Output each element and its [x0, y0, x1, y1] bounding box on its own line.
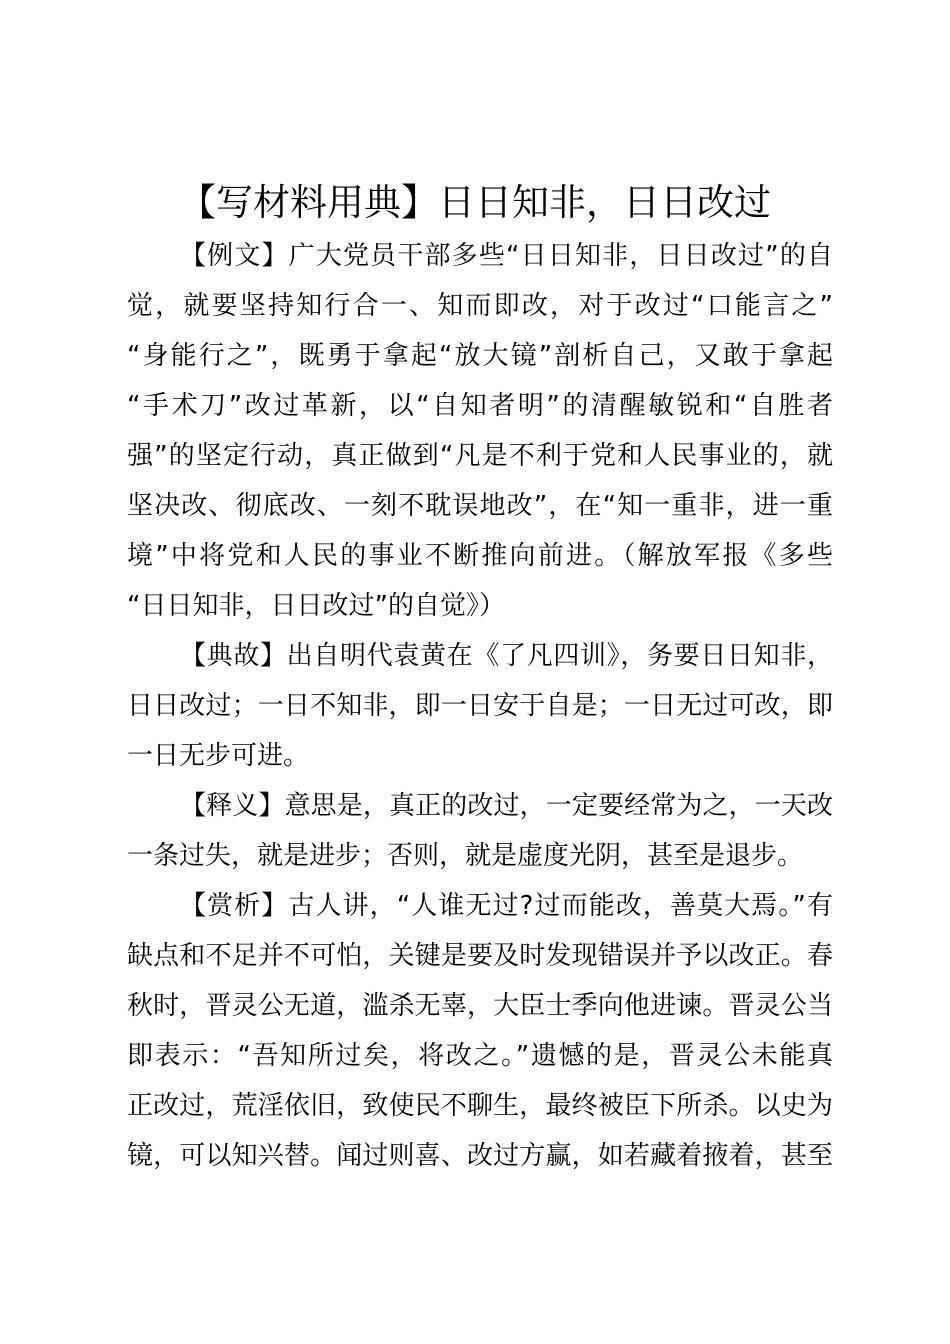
paragraph-example: [127, 231, 833, 631]
paragraph-appreciation: [127, 881, 833, 1181]
text-line: “手术刀”改过革新，以“自知者明”的清醒敏锐和“自胜者: [127, 391, 833, 421]
text-line: 【赏析】古人讲，“人谁无过?过而能改，善莫大焉。”有: [180, 891, 833, 921]
text-line: 【例文】广大党员干部多些“日日知非，日日改过”的自: [180, 241, 833, 271]
text-line: 日日改过；一日不知非，即一日安于自是；一日无过可改，即: [127, 691, 833, 721]
text-line: 境”中将党和人民的事业不断推向前进。（解放军报《多些: [127, 541, 833, 571]
text-line: 一条过失，就是进步；否则，就是虚度光阴，甚至是退步。: [127, 841, 804, 871]
text-line: 秋时，晋灵公无道，滥杀无辜，大臣士季向他进谏。晋灵公当: [127, 991, 833, 1021]
document-title: 【写材料用典】日日知非，日日改过: [179, 181, 771, 224]
text-line: 一日无步可进。: [127, 741, 310, 771]
paragraph-meaning: [127, 781, 833, 881]
text-line: “日日知非，日日改过”的自觉》）: [127, 591, 505, 621]
text-line: 缺点和不足并不可怕，关键是要及时发现错误并予以改正。春: [127, 941, 833, 971]
text-line: “身能行之”，既勇于拿起“放大镜”剖析自己，又敢于拿起: [127, 341, 833, 371]
text-line: 坚决改、彻底改、一刻不耽误地改”，在“知一重非，进一重: [127, 491, 833, 521]
paragraph-allusion: [127, 631, 833, 781]
document-body: [127, 231, 833, 1181]
text-line: 【典故】出自明代袁黄在《了凡四训》，务要日日知非，: [180, 641, 833, 671]
text-line: 即表示：“吾知所过矣，将改之。”遗憾的是，晋灵公未能真: [127, 1041, 833, 1071]
text-line: 觉，就要坚持知行合一、知而即改，对于改过“口能言之”: [127, 291, 833, 321]
text-line: 强”的坚定行动，真正做到“凡是不利于党和人民事业的，就: [127, 441, 833, 471]
text-line: 镜，可以知兴替。闻过则喜、改过方赢，如若藏着掖着，甚至: [127, 1141, 833, 1171]
text-line: 正改过，荒淫依旧，致使民不聊生，最终被臣下所杀。以史为: [127, 1091, 833, 1121]
text-line: 【释义】意思是，真正的改过，一定要经常为之，一天改: [180, 791, 833, 821]
